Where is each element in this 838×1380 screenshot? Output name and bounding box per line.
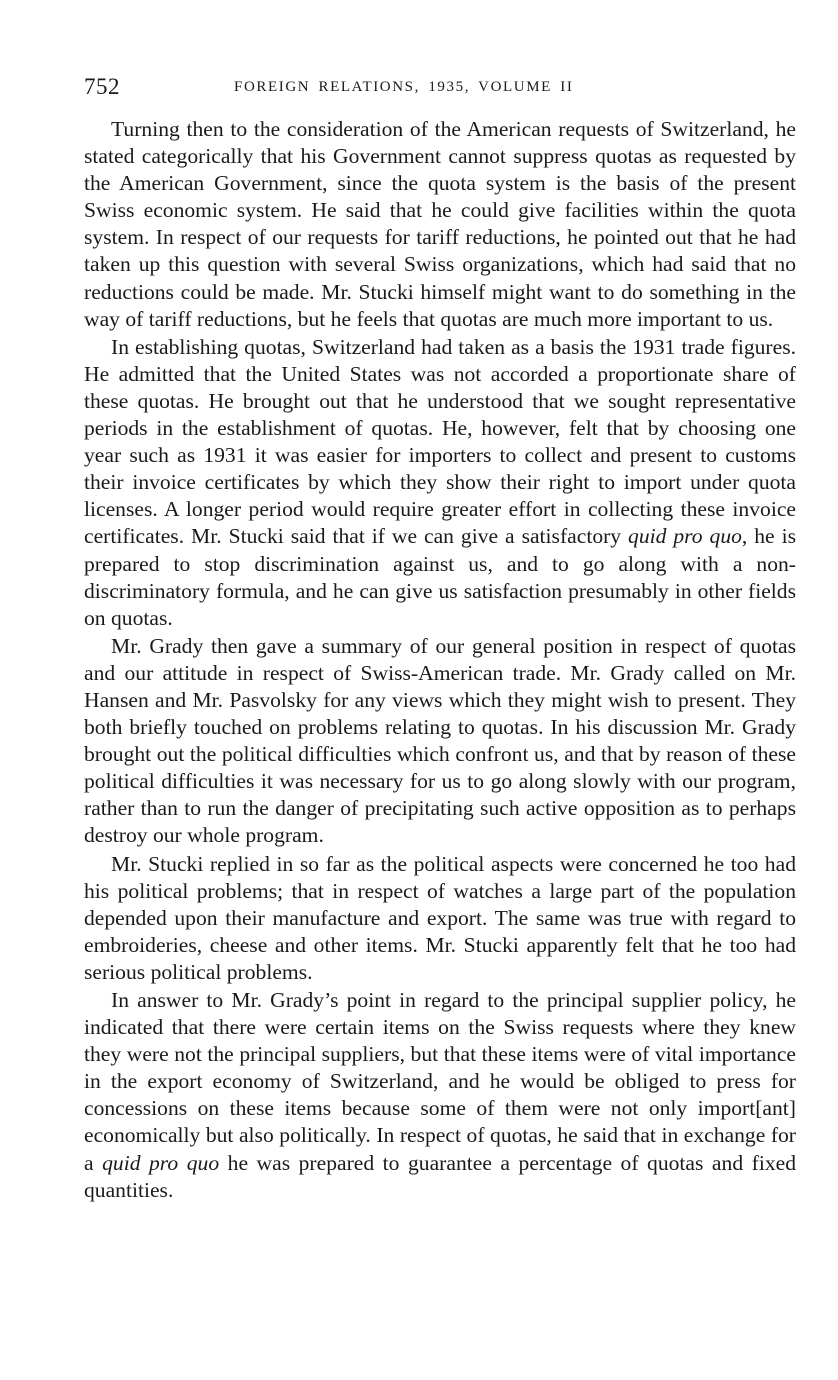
paragraph bbox=[84, 987, 796, 1204]
text-segment: In answer to Mr. Grady’s point in regard to the principal supplier policy, he indicated that there were certain items on the Swiss requests where they knew they were not the principal suppliers, but that these items were of vital importance in the export economy of Switzerland, and he would be obliged to press for concessions on these items because some of them were not only import[ant] economically but also politically. In respect of quotas, he said that in exchange for a bbox=[84, 988, 796, 1175]
page-header bbox=[84, 74, 800, 104]
page-number: 752 bbox=[84, 74, 120, 99]
italic-phrase: quid pro quo bbox=[102, 1150, 220, 1175]
text-segment: Mr. Stucki replied in so far as the political aspects were concerned he too had his political problems; that in respect of watches a large part of the population depended upon their manufacture and export. The same was true with regard to embroideries, cheese and other items. Mr. Stucki apparently felt that he too had serious political problems. bbox=[84, 851, 796, 984]
text-segment: Mr. Grady then gave a summary of our general position in respect of quotas and our attitude in respect of Swiss-American trade. Mr. Grady called on Mr. Hansen and Mr. Pasvolsky for any views which they might wish to present. They both briefly touched on problems relating to quotas. In his discussion Mr. Grady brought out the political difficulties which confront us, and that by reason of these political difficulties it was necessary for us to go along slowly with our program, rather than to run the danger of precipitating such active opposition as to perhaps destroy our whole program. bbox=[84, 633, 796, 848]
body-text bbox=[84, 116, 796, 1204]
text-segment: In establishing quotas, Switzerland had taken as a basis the 1931 trade figures. He admitted that the United States was not accorded a proportionate share of these quotas. He brought out that he understood that we sought representative periods in the establishment of quotas. He, however, felt that by choosing one year such as 1931 it was easier for importers to collect and present to customs their invoice certificates by which they show their right to import under quota licenses. A longer period would require greater effort in collecting these invoice certificates. Mr. Stucki said that if we can give a satisfactory bbox=[84, 334, 796, 549]
running-head: FOREIGN RELATIONS, 1935, VOLUME II bbox=[234, 79, 574, 95]
paragraph bbox=[84, 116, 796, 333]
italic-phrase: quid pro quo bbox=[628, 524, 742, 549]
text-segment: , he is prepared to stop discrimination against us, and to go along with a non-discriminatory formula, and he can give us satisfaction presumably in other fields on quotas. bbox=[84, 524, 796, 630]
paragraph bbox=[84, 851, 796, 986]
paragraph bbox=[84, 633, 796, 850]
text-segment: he was prepared to guarantee a percentage of quotas and fixed quantities. bbox=[84, 1150, 796, 1202]
text-segment: Turning then to the consideration of the American requests of Switzerland, he stated categorically that his Government cannot suppress quotas as requested by the American Government, since the quota system is the basis of the present Swiss economic system. He said that he could give facilities within the quota system. In respect of our requests for tariff reductions, he pointed out that he had taken up this question with several Swiss organizations, which had said that no reductions could be made. Mr. Stucki himself might want to do something in the way of tariff reductions, but he feels that quotas are much more important to us. bbox=[84, 117, 796, 331]
paragraph bbox=[84, 334, 796, 632]
